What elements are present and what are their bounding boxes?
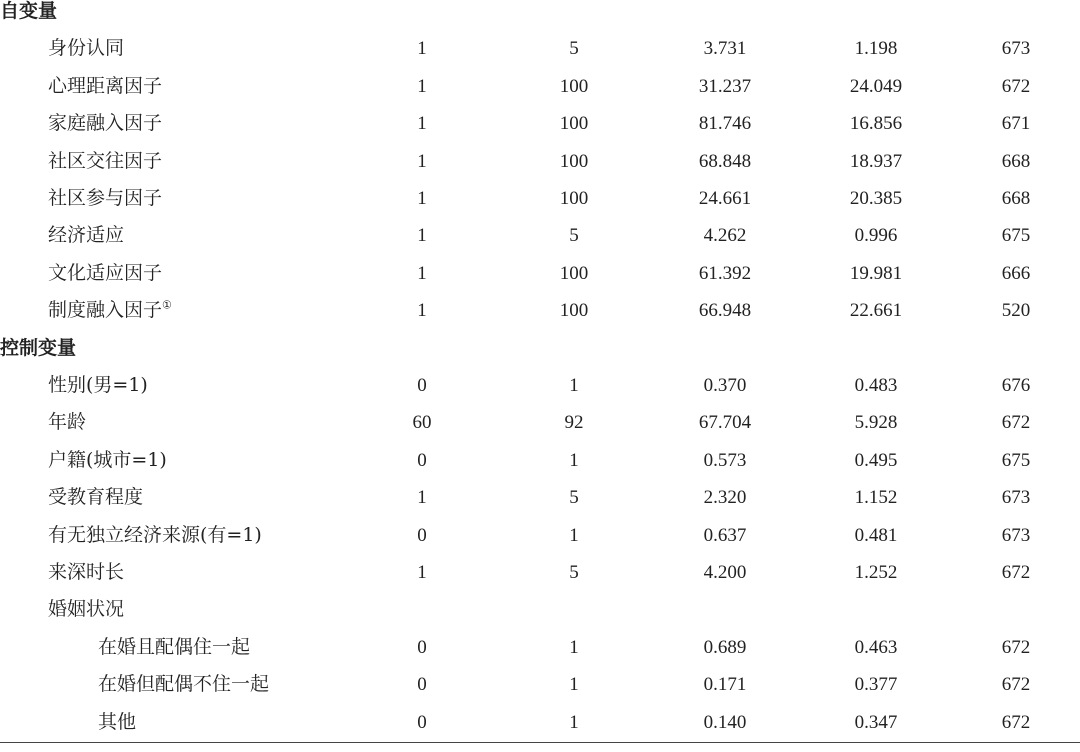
row-label: 社区参与因子 [48,187,163,209]
cell-n: 668 [1001,188,1031,209]
cell-sd: 0.996 [854,225,898,247]
cell-sd: 22.661 [849,300,903,322]
row-label: 在婚但配偶不住一起 [98,673,270,696]
row-label: 经济适应 [48,224,125,247]
cell-mean: 0.689 [703,636,747,658]
cell-max: 5 [569,487,579,509]
table-row [0,704,1080,741]
cell-n: 672 [1001,711,1031,733]
cell-sd: 0.483 [854,375,898,396]
cell-sd: 16.856 [849,113,903,135]
cell-n: 672 [1001,674,1031,696]
cell-n: 673 [1001,487,1031,509]
table-row [0,105,1080,142]
cell-max [514,591,634,628]
cell-sd: 1.252 [854,562,898,583]
cell-sd: 0.347 [854,711,898,733]
cell-mean: 81.746 [698,113,752,135]
row-label: 来深时长 [48,561,125,583]
cell-max: 1 [569,636,579,658]
cell-sd: 0.481 [854,524,898,546]
cell-max: 100 [559,262,589,284]
cell-n: 675 [1001,449,1031,471]
cell-mean: 2.320 [703,487,747,509]
cell-max: 1 [569,711,579,733]
cell-min: 1 [417,262,427,284]
cell-n: 672 [1001,412,1031,434]
cell-mean: 4.262 [703,225,747,247]
row-label: 心理距离因子 [48,74,163,97]
cell-sd: 1.152 [854,487,898,509]
cell-min [362,591,482,628]
cell-n [956,591,1076,628]
cell-max: 1 [569,449,579,471]
cell-min: 60 [412,412,432,434]
cell-n: 520 [1001,300,1031,322]
cell-mean: 68.848 [698,150,752,172]
cell-max: 100 [559,188,589,209]
cell-n: 672 [1001,75,1031,97]
cell-max: 1 [569,375,579,396]
cell-min: 1 [417,562,427,583]
cell-min: 0 [417,674,427,696]
cell-n: 672 [1001,562,1031,583]
cell-min: 1 [417,225,427,247]
table-row [0,255,1080,292]
table-row [0,30,1080,67]
cell-max: 5 [569,38,579,60]
table-row [0,554,1080,591]
table-row [0,367,1080,404]
cell-sd: 18.937 [849,150,903,172]
cell-mean: 4.200 [703,562,747,583]
table-row [0,629,1080,666]
cell-mean: 24.661 [698,188,752,209]
row-label: 其他 [98,710,137,733]
cell-n: 671 [1001,113,1031,135]
cell-sd: 0.463 [854,636,898,658]
row-label: 家庭融入因子 [48,112,163,135]
row-label: 受教育程度 [48,486,144,509]
row-label: 制度融入因子① [48,298,172,322]
cell-n: 666 [1001,262,1031,284]
section-header-row [0,330,1080,367]
cell-max: 5 [569,562,579,583]
cell-max: 100 [559,113,589,135]
cell-mean: 66.948 [698,300,752,322]
table-row [0,180,1080,217]
table-row [0,442,1080,479]
cell-min: 1 [417,113,427,135]
cell-mean: 0.140 [703,711,747,733]
cell-max: 100 [559,300,589,322]
cell-min: 1 [417,150,427,172]
table-row [0,517,1080,554]
cell-mean: 0.171 [703,674,747,696]
row-label: 年龄 [48,411,87,434]
cell-mean: 0.573 [703,449,747,471]
cell-n: 668 [1001,150,1031,172]
table-row [0,666,1080,703]
cell-mean: 31.237 [698,75,752,97]
cell-min: 0 [417,449,427,471]
row-label: 有无独立经济来源(有=1) [48,523,262,546]
cell-sd [816,591,936,628]
table-row [0,479,1080,516]
row-label: 身份认同 [48,37,125,60]
cell-max: 100 [559,75,589,97]
cell-max: 1 [569,524,579,546]
row-label: 户籍(城市=1) [48,448,167,471]
row-label: 性别(男=1) [48,374,148,396]
section-title: 自变量 [0,0,58,22]
cell-mean [665,591,785,628]
section-header-row [0,0,1080,30]
cell-n: 675 [1001,225,1031,247]
cell-min: 0 [417,375,427,396]
cell-mean: 61.392 [698,262,752,284]
table-row [0,591,1080,628]
cell-mean: 0.637 [703,524,747,546]
table-row [0,68,1080,105]
cell-mean: 3.731 [703,38,747,60]
cell-sd: 19.981 [849,262,903,284]
cell-mean: 67.704 [698,412,752,434]
cell-n: 676 [1001,375,1031,396]
cell-max: 100 [559,150,589,172]
cell-min: 1 [417,300,427,322]
bottom-rule [0,742,1080,743]
cell-sd: 5.928 [854,412,898,434]
cell-sd: 20.385 [849,188,903,209]
cell-n: 673 [1001,38,1031,60]
cell-max: 5 [569,225,579,247]
cell-sd: 0.377 [854,674,898,696]
cell-min: 1 [417,75,427,97]
cell-sd: 1.198 [854,38,898,60]
cell-min: 1 [417,487,427,509]
footnote-marker: ① [162,298,172,312]
cell-max: 1 [569,674,579,696]
row-label: 婚姻状况 [48,598,125,621]
cell-sd: 0.495 [854,449,898,471]
table-row [0,292,1080,329]
cell-min: 0 [417,711,427,733]
table-row [0,404,1080,441]
cell-max: 92 [564,412,584,434]
table-row [0,143,1080,180]
cell-sd: 24.049 [849,75,903,97]
cell-min: 0 [417,636,427,658]
cell-n: 672 [1001,636,1031,658]
table-row [0,217,1080,254]
cell-mean: 0.370 [703,375,747,396]
cell-min: 1 [417,38,427,60]
row-label: 文化适应因子 [48,261,163,284]
cell-min: 0 [417,524,427,546]
section-title: 控制变量 [0,336,77,359]
row-label: 在婚且配偶住一起 [98,635,251,658]
cell-n: 673 [1001,524,1031,546]
cell-min: 1 [417,188,427,209]
row-label: 社区交往因子 [48,149,163,172]
